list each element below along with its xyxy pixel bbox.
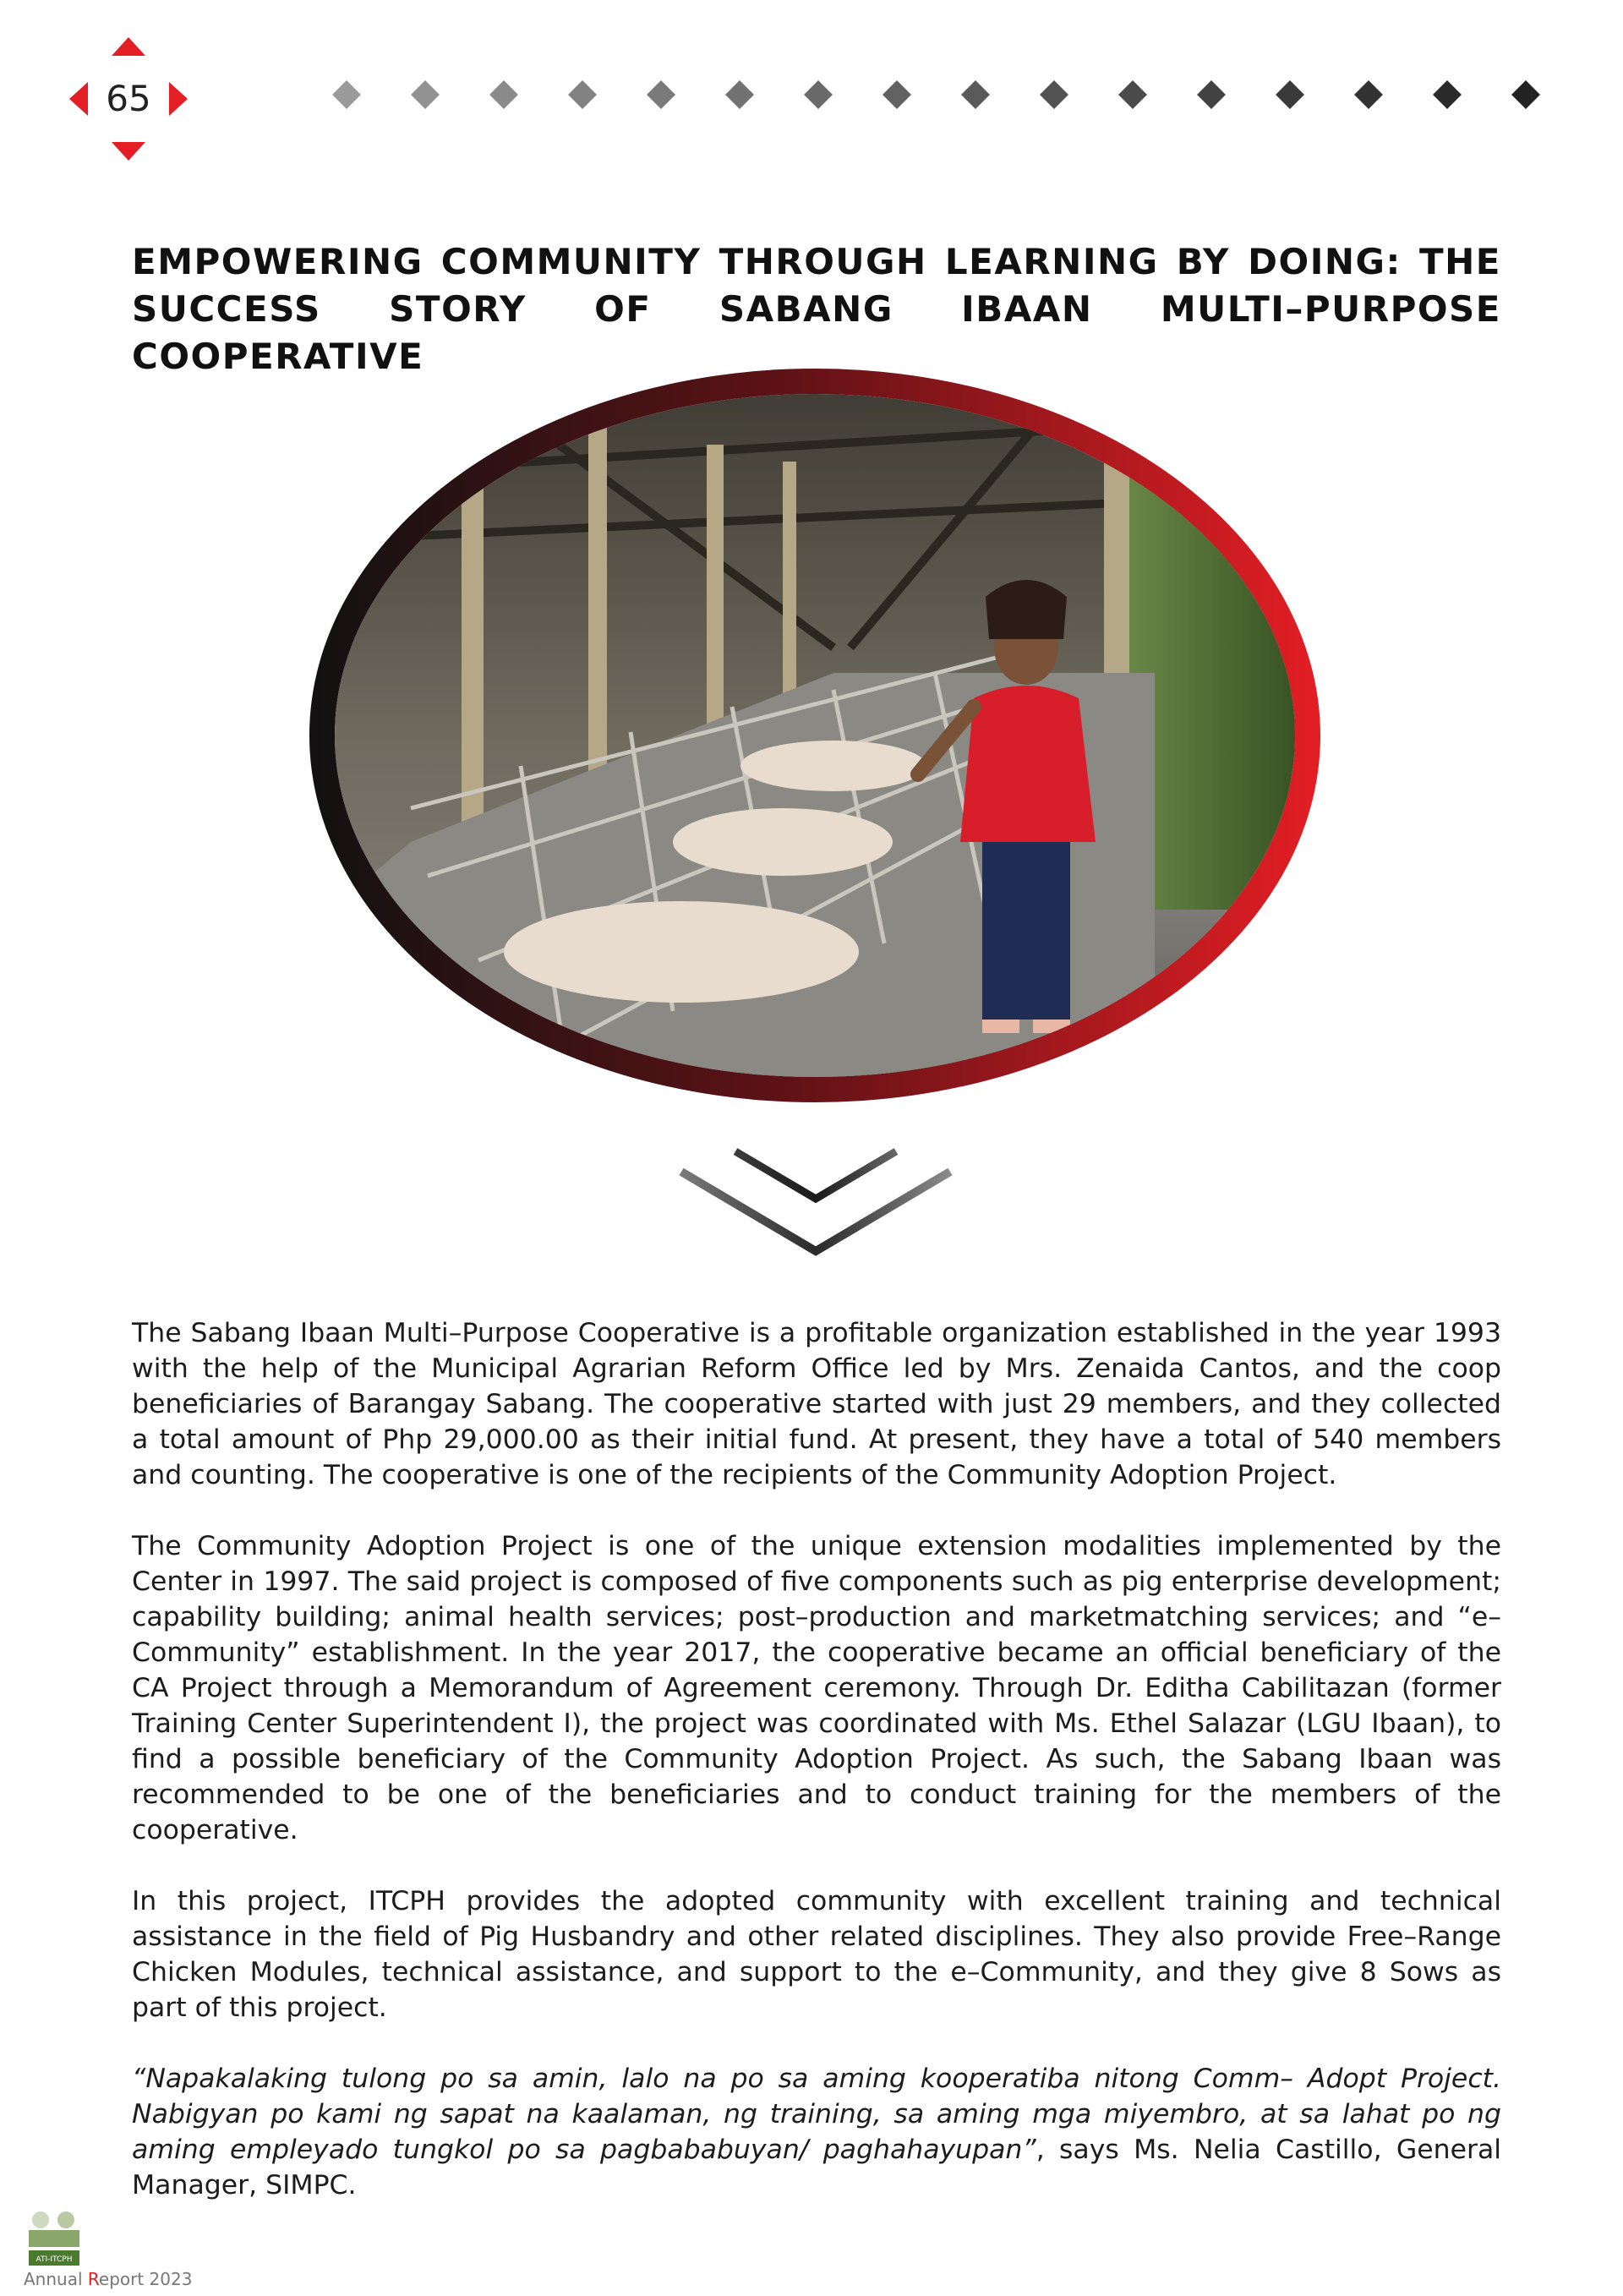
quote-text: “Napakalaking tulong po sa amin, lalo na po sa aming kooperatiba nitong Comm– Adopt Project. Nabigyan po kami ng sapat na kaalaman, ng training, sa aming mga miyembro, at sa lahat po ng aming empleyado tungkol po sa pagbababuyan/ paghahayupan”	[132, 2064, 1501, 2165]
testimonial-quote	[132, 2061, 1501, 2203]
page-number: 65	[106, 78, 151, 119]
diamond-icon	[1354, 80, 1383, 109]
chevron-down-icon	[675, 1141, 957, 1268]
footer-label-r: R	[87, 2269, 99, 2289]
page-number-block	[69, 37, 188, 161]
footer	[24, 2208, 227, 2289]
footer-label-prefix: Annual	[24, 2269, 88, 2289]
paragraph-2: The Community Adoption Project is one of the unique extension modalities implemented by the Center in 1997. The said project is composed of five components such as pig enterprise development; capability building; animal health services; post–production and marketmatching services; and “e–Community” establishment. In the year 2017, the cooperative became an official beneficiary of the CA Project through a Memorandum of Agreement ceremony. Through Dr. Editha Cabilitazan (former Training Center Superintendent I), the project was coordinated with Ms. Ethel Salazar (LGU Ibaan), to find a possible beneficiary of the Community Adoption Project. As such, the Sabang Ibaan was recommended to be one of the beneficiaries and to conduct training for the members of the cooperative.	[132, 1531, 1501, 1845]
diamond-icon	[332, 80, 361, 109]
quote-attribution: , says Ms. Nelia Castillo, General Manager, SIMPC.	[132, 2135, 1502, 2200]
diamond-icon	[1118, 80, 1147, 109]
diamond-icon	[725, 80, 754, 109]
paragraph-1: The Sabang Ibaan Multi–Purpose Cooperative is a profitable organization established in the year 1993 with the help of the Municipal Agrarian Reform Office led by Mrs. Zenaida Cantos, and the coop beneficiaries of Barangay Sabang. The cooperative started with just 29 members, and they collected a total amount of Php 29,000.00 as their initial fund. At present, they have a total of 540 members and counting. The cooperative is one of the recipients of the Community Adoption Project.	[132, 1318, 1501, 1490]
diamond-icon	[1276, 80, 1304, 109]
diamond-icon	[961, 80, 990, 109]
feature-photo	[309, 369, 1320, 1102]
diamond-icon	[1433, 80, 1462, 109]
footer-label	[24, 2269, 192, 2289]
arrow-up-icon	[112, 37, 145, 56]
diamond-icon	[804, 80, 833, 109]
arrow-down-icon	[112, 142, 145, 161]
diamond-icon	[411, 80, 440, 109]
article-title	[132, 238, 1501, 380]
article-body	[132, 1315, 1501, 2203]
diamond-icon	[1511, 80, 1540, 109]
ati-itcph-logo-icon	[24, 2208, 85, 2269]
diamond-icon	[883, 80, 911, 109]
diamond-icon	[647, 80, 675, 109]
diamond-icon	[568, 80, 597, 109]
photo-frame-svg	[309, 369, 1320, 1102]
paragraph-3: In this project, ITCPH provides the adopted community with excellent training and technical assistance in the field of Pig Husbandry and other related disciplines. They also provide Free–Range Chicken Modules, technical assistance, and support to the e–Community, and they give 8 Sows as part of this project.	[132, 1886, 1501, 2023]
article-title-line-1: EMPOWERING COMMUNITY THROUGH LEARNING BY DOING: THE	[132, 241, 1501, 282]
diamond-icon	[1040, 80, 1068, 109]
logo-text: ATI-ITCPH	[36, 2255, 73, 2264]
diamond-icon	[489, 80, 518, 109]
footer-label-suffix: eport 2023	[98, 2269, 193, 2289]
diamond-icon	[1197, 80, 1226, 109]
decorative-diamond-row	[336, 85, 1571, 115]
article-title-line-2: SUCCESS STORY OF SABANG IBAAN MULTI–PURPOSE COOPERATIVE	[132, 288, 1501, 377]
